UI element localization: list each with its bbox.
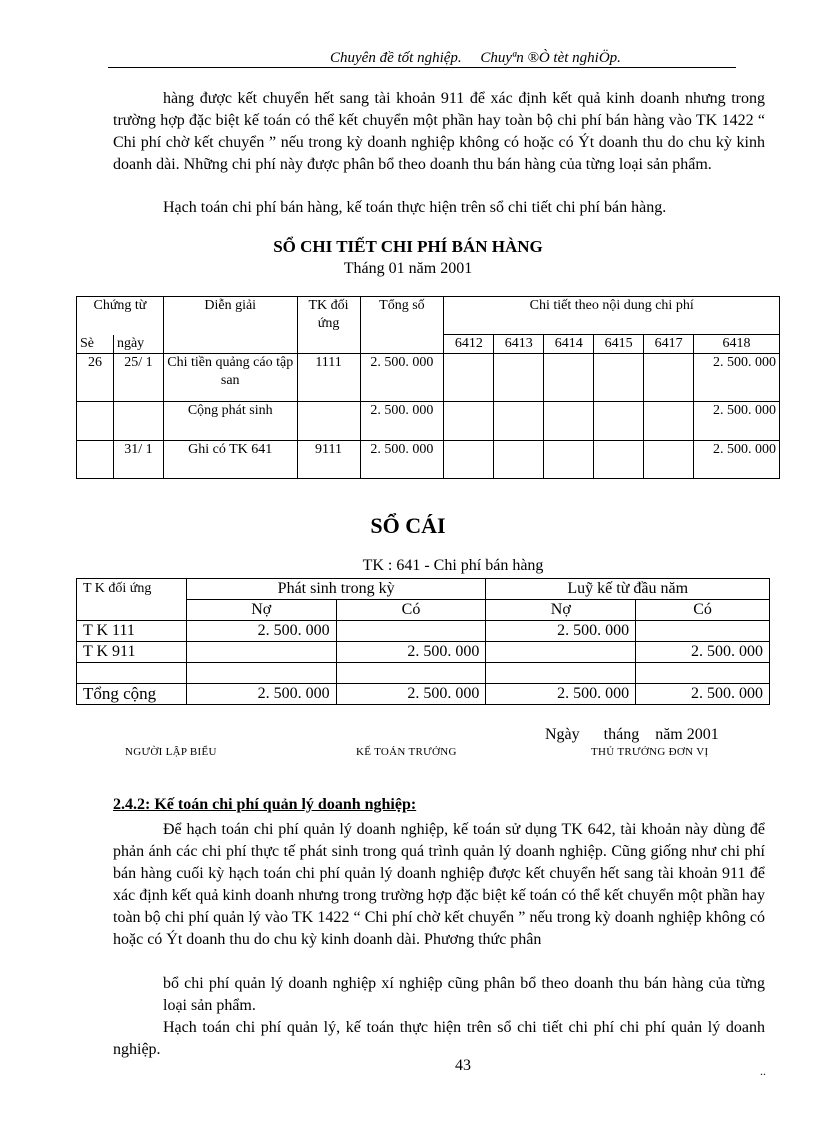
section-paragraph-2-first: [163, 973, 765, 1017]
section-paragraph-2-text: bổ chi phí quản lý doanh nghiệp xí nghiệp cũng phân bổ theo doanh thu bán hàng của từng loại sản phẩm.: [163, 975, 765, 1014]
cell-tk: 1111: [297, 354, 360, 402]
header-luy-ke: Luỹ kế từ đầu năm: [486, 579, 770, 600]
detail-ledger-title: SỔ CHI TIẾT CHI PHÍ BÁN HÀNG: [273, 237, 543, 256]
cell-lk-co: 2. 500. 000: [636, 642, 770, 663]
cell-tk: 9111: [297, 441, 360, 479]
cell-ps-co: [336, 663, 486, 684]
cell-ps-no: 2. 500. 000: [186, 621, 336, 642]
section-paragraph-1: [113, 819, 765, 951]
general-ledger-subtitle: TK : 641 - Chi phí bán hàng: [362, 557, 544, 574]
signature-director: THỦ TRƯỞNG ĐƠN VỊ: [591, 746, 709, 758]
cell-lk-no: [486, 663, 636, 684]
header-rule: [108, 67, 736, 68]
cell-ps-co: 2. 500. 000: [336, 642, 486, 663]
header-phat-sinh: Phát sinh trong kỳ: [186, 579, 486, 600]
cell-ngay: 25/ 1: [113, 354, 163, 402]
cell-dien-giai: Ghi có TK 641: [163, 441, 297, 479]
cell-ngay: [113, 402, 163, 441]
cell-lk-co: 2. 500. 000: [636, 684, 770, 705]
general-ledger-table: [76, 578, 770, 705]
section-title: 2.4.2: Kế toán chi phí quản lý doanh nghiệp:: [113, 796, 417, 813]
header-ps-co: Có: [336, 600, 486, 621]
page-header: Chuyên đề tốt nghiệp. Chuyªn ®Ò tèt nghiÖp.: [330, 50, 621, 66]
header-so: Sè: [77, 335, 114, 354]
header-tk-doi-ung: T K đối ứng: [77, 579, 187, 621]
cell-tk: [77, 663, 187, 684]
cell-tk: [297, 402, 360, 441]
cell-ps-no: 2. 500. 000: [186, 684, 336, 705]
header-lk-co: Có: [636, 600, 770, 621]
section-paragraph-3-text: Hạch toán chi phí quản lý, kế toán thực hiện trên sổ chi tiết chi phí chi phí quản lý doanh nghiệp.: [113, 1019, 765, 1058]
cell-lk-no: 2. 500. 000: [486, 684, 636, 705]
cell-so: [77, 402, 114, 441]
cell-dien-giai: Cộng phát sinh: [163, 402, 297, 441]
header-dien-giai: Diễn giải: [163, 297, 297, 354]
header-lk-no: Nợ: [486, 600, 636, 621]
footer-dots: ..: [760, 1064, 766, 1078]
cell-tong-so: 2. 500. 000: [360, 354, 444, 402]
section-paragraph-3: [113, 1017, 765, 1061]
cell-tk: T K 111: [77, 621, 187, 642]
page-number: 43: [455, 1057, 471, 1074]
intro-paragraph-1: [113, 88, 765, 176]
cell-tong-so: 2. 500. 000: [360, 402, 444, 441]
signature-chief-accountant: KẾ TOÁN TRƯỞNG: [356, 746, 457, 758]
header-chi-tiet: Chi tiết theo nội dung chi phí: [444, 297, 780, 335]
code-6413: 6413: [494, 335, 544, 354]
intro-paragraph-2-text: Hạch toán chi phí bán hàng, kế toán thực hiện trên sổ chi tiết chi phí bán hàng.: [163, 199, 667, 216]
cell-lk-co: [636, 621, 770, 642]
header-tong-so: Tổng số: [360, 297, 444, 354]
cell-so: [77, 441, 114, 479]
cell-lk-no: 2. 500. 000: [486, 621, 636, 642]
cell-6418: 2. 500. 000: [694, 354, 780, 402]
cell-lk-no: [486, 642, 636, 663]
table-row: [77, 402, 780, 441]
cell-lk-co: [636, 663, 770, 684]
cell-ps-no: [186, 663, 336, 684]
signature-preparer: NGƯỜI LẬP BIỂU: [125, 746, 217, 758]
code-6414: 6414: [544, 335, 594, 354]
intro-paragraph-1-text: hàng được kết chuyển hết sang tài khoản 911 để xác định kết quả kinh doanh nhưng trong trường hợp đặc biệt kế toán có thể kết chuyển một phần hay toàn bộ chi phí bán hàng vào TK 1422 “ Chi phí chờ kết chuyển ” nếu trong kỳ doanh nghiệp không có hoặc có Ýt doanh thu do chu kỳ kinh doanh dài. Những chi phí này được phân bổ theo doanh thu bán hàng của từng loại sản phẩm.: [113, 90, 765, 173]
detail-ledger-subtitle: Tháng 01 năm 2001: [343, 260, 473, 277]
cell-ps-co: [336, 621, 486, 642]
general-ledger-title: SỔ CÁI: [370, 513, 446, 538]
code-6417: 6417: [644, 335, 694, 354]
cell-dien-giai: Chi tiền quảng cáo tập san: [163, 354, 297, 402]
intro-paragraph-2: [113, 197, 765, 219]
header-tk: TK đối ứng: [297, 297, 360, 354]
table-row: [77, 621, 770, 642]
header-ngay: ngày: [113, 335, 163, 354]
cell-6418: 2. 500. 000: [694, 441, 780, 479]
code-6415: 6415: [594, 335, 644, 354]
detail-ledger-table: [76, 296, 780, 479]
code-6418: 6418: [694, 335, 780, 354]
table-row: [77, 642, 770, 663]
code-6412: 6412: [444, 335, 494, 354]
cell-ps-co: 2. 500. 000: [336, 684, 486, 705]
header-ps-no: Nợ: [186, 600, 336, 621]
cell-6418: 2. 500. 000: [694, 402, 780, 441]
header-chung-tu: Chứng từ: [77, 297, 164, 335]
cell-ps-no: [186, 642, 336, 663]
cell-tong-so: 2. 500. 000: [360, 441, 444, 479]
table-row: [77, 663, 770, 684]
table-row: [77, 684, 770, 705]
cell-tk: T K 911: [77, 642, 187, 663]
signature-date: Ngày tháng năm 2001: [545, 726, 719, 743]
cell-tk: Tổng cộng: [77, 684, 187, 705]
cell-ngay: 31/ 1: [113, 441, 163, 479]
section-paragraph-1-text: Để hạch toán chi phí quản lý doanh nghiệp, kế toán sử dụng TK 642, tài khoản này dùng để phản ánh các chi phí thực tế phát sinh trong quá trình quản lý doanh nghiệp. Cũng giống như chi phí bán hàng cuối kỳ hạch toán chi phí quản lý doanh nghiệp được kết chuyển hết sang tài khoản 911 để xác định kết quả kinh doanh nhưng trong trường hợp đặc biệt kế toán có thể kết chuyển một phần hay toàn bộ chi phí quản lý vào TK 1422 “ Chi phí chờ kết chuyển ” nếu trong kỳ doanh nghiệp không có hoặc có Ýt doanh thu do chu kỳ kinh doanh dài. Phương thức phân: [113, 821, 765, 948]
cell-so: 26: [77, 354, 114, 402]
table-row: [77, 441, 780, 479]
table-row: [77, 354, 780, 402]
